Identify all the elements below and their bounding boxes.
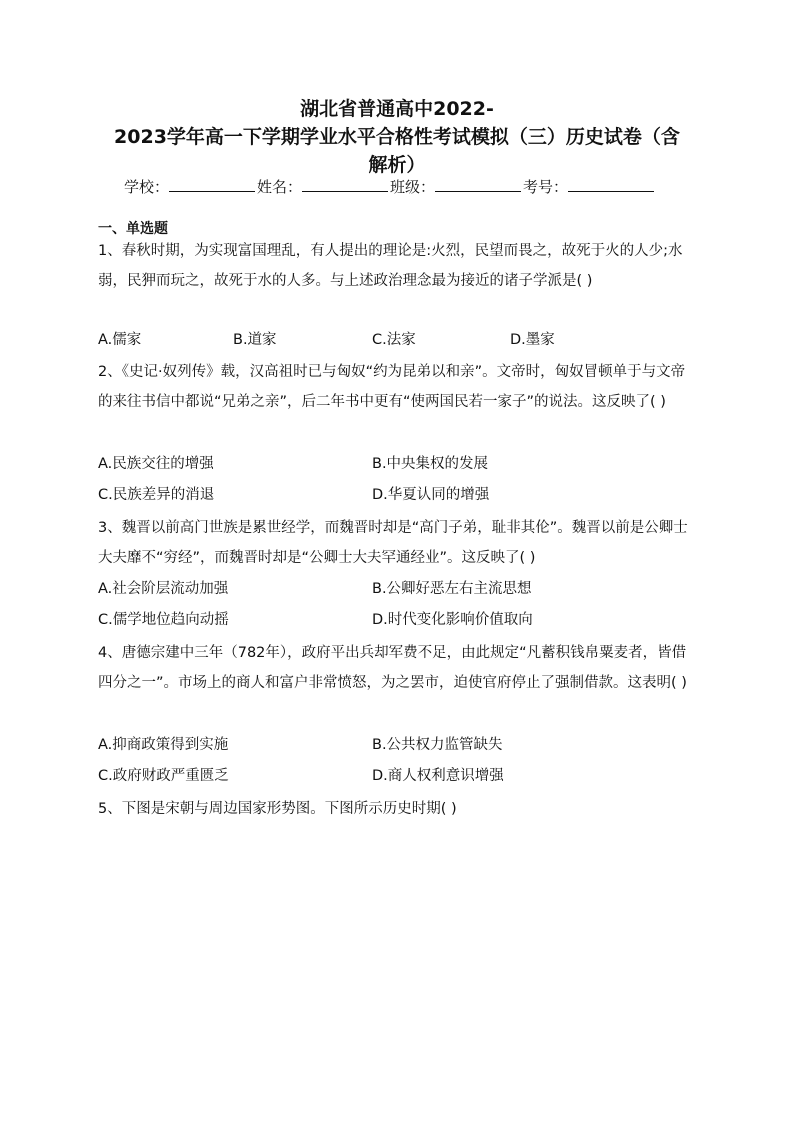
q3-option-b: B.公卿好恶左右主流思想 [372, 581, 532, 597]
q1-option-a: A.儒家 [98, 332, 142, 348]
q2-option-a: A.民族交往的增强 [98, 456, 214, 472]
q3-option-a: A.社会阶层流动加强 [98, 581, 229, 597]
q1-option-b: B.道家 [233, 332, 277, 348]
section-title: 一、单选题 [98, 221, 168, 237]
name-label: 姓名： [257, 178, 303, 196]
q1-option-c: C.法家 [372, 332, 416, 348]
question-1-stem: 1、春秋时期，为实现富国理乱，有人提出的理论是:火烈，民望而畏之，故死于火的人少;水弱，民狎而玩之，故死于水的人多。与上述政治理念最为接近的诸子学派是( ) [98, 243, 683, 289]
q2-option-b: B.中央集权的发展 [372, 456, 489, 472]
school-label: 学校： [124, 178, 170, 196]
q4-option-c: C.政府财政严重匮乏 [98, 768, 229, 784]
exam-number-label: 考号： [523, 178, 569, 196]
question-2-stem: 2、《史记·奴列传》载，汉高祖时已与匈奴“约为昆弟以和亲”。文帝时，匈奴冒顿单于与文帝的来往书信中都说“兄弟之亲”，后二年书中更有“使两国民若一家子”的说法。这反映了( ) [98, 364, 686, 410]
name-blank [302, 177, 388, 192]
q2-option-c: C.民族差异的消退 [98, 487, 215, 503]
exam-title-line-3: 解析） [368, 154, 426, 176]
exam-number-blank [568, 177, 654, 192]
q3-option-c: C.儒学地位趋向动摇 [98, 612, 229, 628]
exam-title-line-1: 湖北省普通高中2022- [300, 98, 494, 120]
class-label: 班级： [390, 178, 436, 196]
question-5-stem: 5、下图是宋朝与周边国家形势图。下图所示历史时期( ) [98, 801, 457, 817]
class-blank [435, 177, 521, 192]
q3-option-d: D.时代变化影响价值取向 [372, 612, 533, 628]
school-blank [169, 177, 255, 192]
question-4-stem: 4、唐德宗建中三年（782年），政府平出兵却军费不足，由此规定“凡蓄积钱帛粟麦者，皆借四分之一”。市场上的商人和富户非常愤怒，为之罢市，迫使官府停止了强制借款。这表明( ) [98, 645, 687, 691]
exam-title-line-2: 2023学年高一下学期学业水平合格性考试模拟（三）历史试卷（含 [114, 126, 680, 148]
q1-option-d: D.墨家 [510, 332, 555, 348]
student-info-row [124, 176, 684, 198]
question-3-stem: 3、魏晋以前高门世族是累世经学，而魏晋时却是“高门子弟，耻非其伦”。魏晋以前是公卿士大夫靡不“穷经”，而魏晋时却是“公卿士大夫罕通经业”。这反映了( ) [98, 520, 688, 566]
q4-option-d: D.商人权利意识增强 [372, 768, 504, 784]
q2-option-d: D.华夏认同的增强 [372, 487, 490, 503]
q4-option-a: A.抑商政策得到实施 [98, 737, 229, 753]
q4-option-b: B.公共权力监管缺失 [372, 737, 503, 753]
